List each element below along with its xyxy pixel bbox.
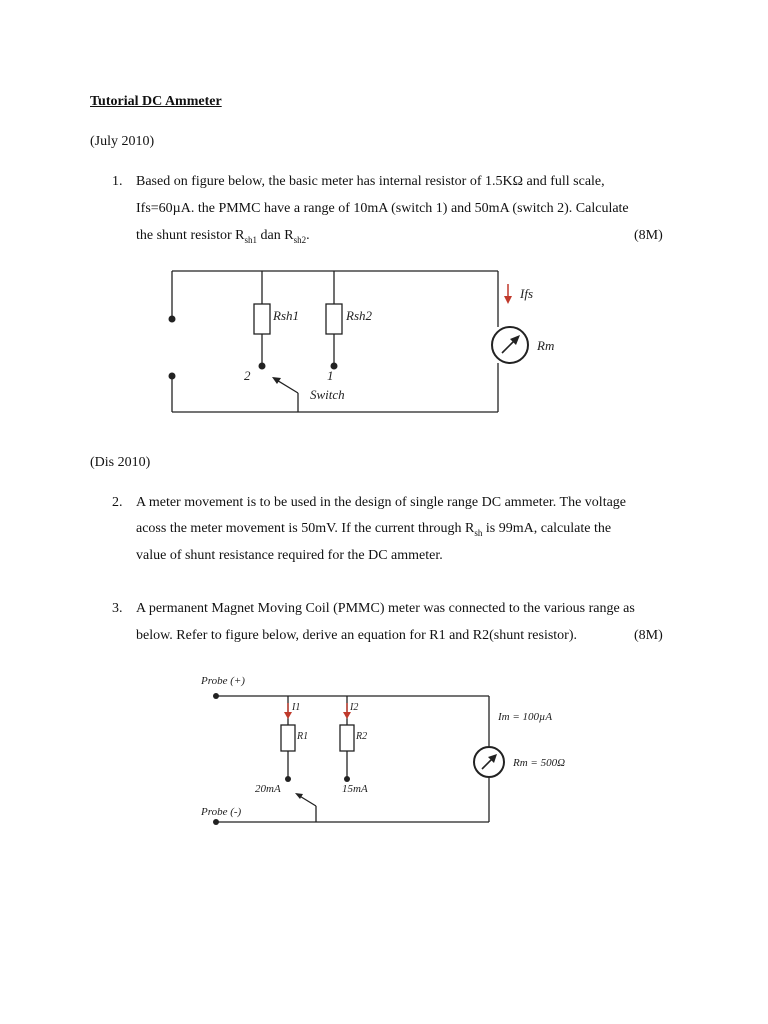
question-3-number: 3.	[112, 601, 123, 616]
question-3-line-1: A permanent Magnet Moving Coil (PMMC) meter was connected to the various range as	[136, 601, 635, 616]
label-position-1: 1	[327, 368, 334, 383]
probe-negative-terminal	[213, 819, 219, 825]
label-probe-negative: Probe (-)	[201, 806, 242, 818]
question-2-line-1: A meter movement is to be used in the design of single range DC ammeter. The voltage	[136, 495, 627, 510]
resistor-r2	[340, 725, 354, 751]
label-rsh1: Rsh1	[273, 308, 299, 323]
section-dis-2010: (Dis 2010)	[90, 455, 151, 470]
terminal-dot	[344, 776, 350, 782]
label-i2: I2	[350, 702, 359, 713]
label-range-20ma: 20mA	[255, 783, 281, 795]
label-probe-positive: Probe (+)	[201, 675, 245, 687]
label-im: Im = 100µA	[498, 711, 553, 723]
label-ifs: Ifs	[520, 286, 533, 301]
document-title: Tutorial DC Ammeter	[90, 94, 222, 109]
probe-positive-terminal	[213, 693, 219, 699]
label-range-15ma: 15mA	[342, 783, 368, 795]
label-switch: Switch	[310, 387, 345, 402]
label-rm-2: Rm = 500Ω	[513, 757, 566, 769]
label-i1: I1	[292, 702, 301, 713]
question-3-line-2: below. Refer to figure below, derive an equation for R1 and R2(shunt resistor).	[136, 628, 578, 643]
label-r2: R2	[356, 731, 368, 742]
question-2-line-3: value of shunt resistance required for the DC ammeter.	[136, 548, 443, 563]
label-rsh2: Rsh2	[346, 308, 372, 323]
current-arrow-icon	[343, 712, 351, 719]
question-1-line-2: Ifs=60µA. the PMMC have a range of 10mA (switch 1) and 50mA (switch 2). Calculate	[136, 201, 629, 216]
current-arrow-icon	[284, 712, 292, 719]
terminal-dot	[285, 776, 291, 782]
label-position-2: 2	[244, 368, 251, 383]
question-3-marks: (8M)	[634, 628, 663, 643]
question-1-line-1: Based on figure below, the basic meter has internal resistor of 1.5KΩ and full scale,	[136, 174, 605, 189]
question-1-number: 1.	[112, 174, 123, 189]
resistor-r1	[281, 725, 295, 751]
section-july-2010: (July 2010)	[90, 134, 155, 149]
question-2-number: 2.	[112, 495, 123, 510]
label-rm: Rm	[537, 338, 555, 353]
label-r1: R1	[297, 731, 309, 742]
question-1-line-3: the shunt resistor $R_{sh1}$ dan $R_{sh2}$.	[136, 228, 310, 245]
question-1-marks: (8M)	[634, 228, 663, 243]
question-2-line-2: acoss the meter movement is 50mV. If the current through $R_{sh}$ is 99mA, calculate the	[136, 521, 612, 538]
